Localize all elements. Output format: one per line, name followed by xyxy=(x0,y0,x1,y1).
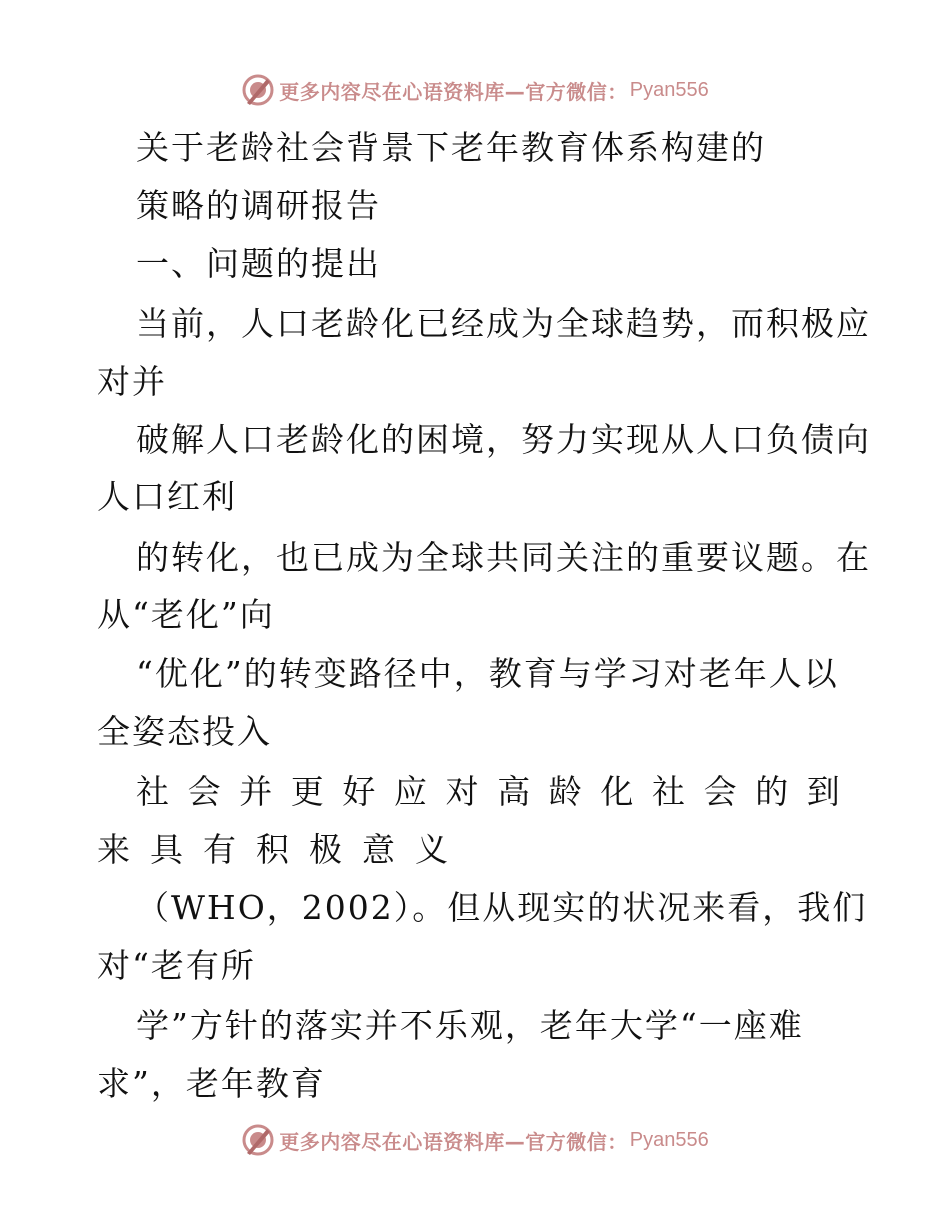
wechat-id: Pyan556 xyxy=(629,78,709,101)
section-heading: 一、问题的提出 xyxy=(136,244,381,283)
watermark-group xyxy=(241,73,708,107)
quill-logo-icon xyxy=(241,1123,275,1157)
paragraph-line: 的转化，也已成为全球共同关注的重要议题。在 xyxy=(136,538,871,577)
paragraph-line: 破解人口老龄化的困境，努力实现从人口负债向 xyxy=(136,420,871,459)
paragraph-line: 从“老化”向 xyxy=(97,595,275,634)
watermark-group xyxy=(241,1123,708,1157)
paragraph-line: 全姿态投入 xyxy=(97,712,272,751)
title-line-1: 关于老龄社会背景下老年教育体系构建的 xyxy=(136,128,766,167)
paragraph-line: 学”方针的落实并不乐观，老年大学“一座难 xyxy=(136,1006,804,1045)
paragraph-line: 求”，老年教育 xyxy=(97,1064,326,1103)
paragraph-line: 对“老有所 xyxy=(97,946,256,985)
paragraph-line: 来具有积极意义 xyxy=(97,830,468,869)
paragraph-line: 对并 xyxy=(97,362,167,401)
title-line-2: 策略的调研报告 xyxy=(136,186,381,225)
header-watermark xyxy=(0,70,950,110)
watermark-text: 更多内容尽在心语资料库—官方微信： xyxy=(279,79,628,104)
wechat-id: Pyan556 xyxy=(629,1128,709,1151)
watermark-text: 更多内容尽在心语资料库—官方微信： xyxy=(279,1129,628,1154)
paragraph-line: 当前，人口老龄化已经成为全球趋势，而积极应 xyxy=(136,304,871,343)
quill-logo-icon xyxy=(241,73,275,107)
paragraph-line: 社会并更好应对高龄化社会的到 xyxy=(136,772,859,811)
paragraph-line: “优化”的转变路径中，教育与学习对老年人以 xyxy=(136,654,839,693)
paragraph-line: 人口红利 xyxy=(97,477,237,516)
footer-watermark xyxy=(0,1120,950,1160)
paragraph-line: （WHO，2002）。但从现实的状况来看，我们 xyxy=(136,888,868,927)
